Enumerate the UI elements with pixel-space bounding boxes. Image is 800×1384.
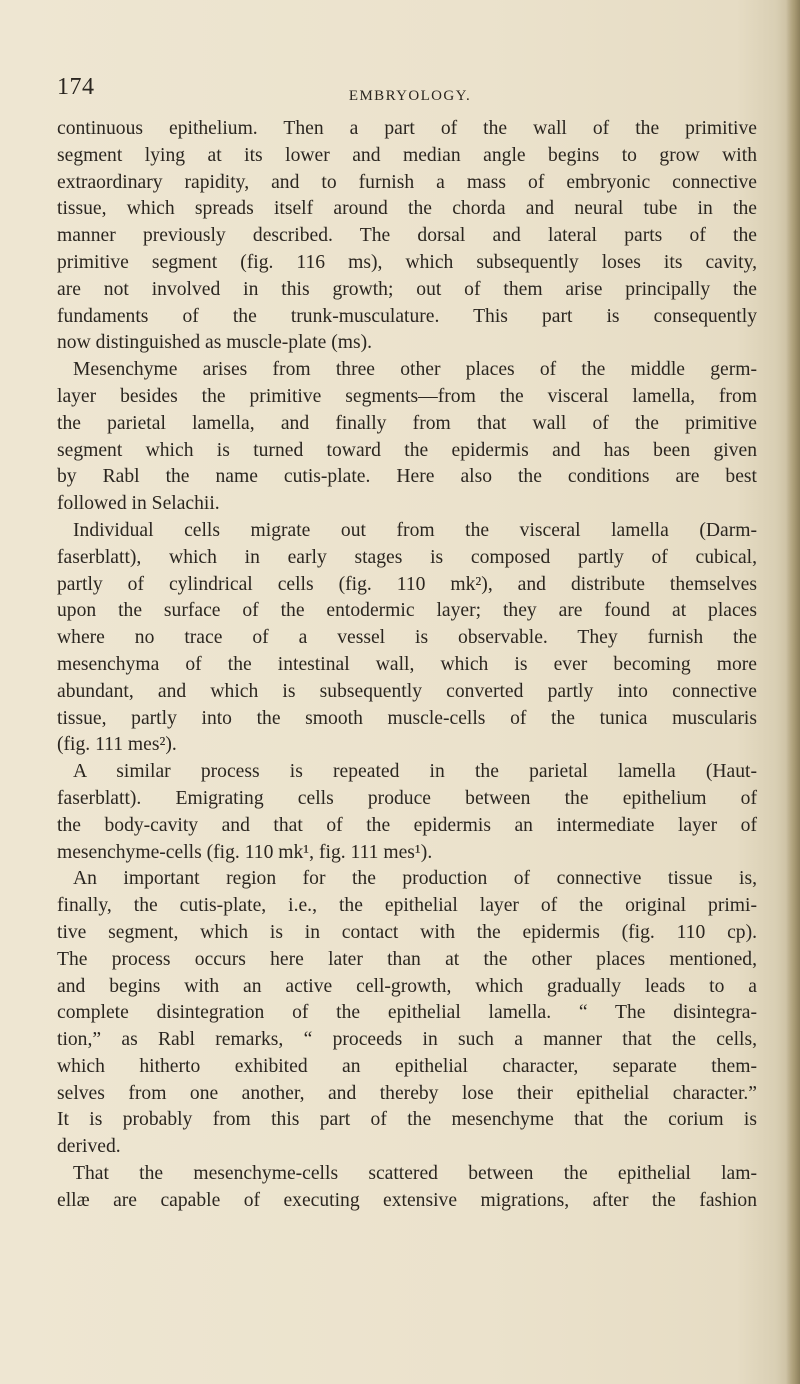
- body-text: [57, 116, 757, 1215]
- text-line: the body-cavity and that of the epidermis an intermediate layer of: [57, 814, 757, 836]
- running-title: EMBRYOLOGY.: [348, 88, 472, 104]
- text-line: manner previously described. The dorsal and lateral parts of the: [57, 225, 757, 247]
- text-line: layer besides the primitive segments—from the visceral lamella, from: [57, 385, 757, 407]
- text-line: faserblatt), which in early stages is composed partly of cubical,: [57, 546, 757, 568]
- text-line: partly of cylindrical cells (fig. 110 mk²), and distribute themselves: [57, 573, 757, 595]
- text-line: tion,” as Rabl remarks, “ proceeds in such a manner that the cells,: [57, 1029, 757, 1051]
- text-line: selves from one another, and thereby lose their epithelial character.”: [57, 1082, 757, 1104]
- paragraph-start-line: Individual cells migrate out from the visceral lamella (Darm-: [73, 519, 757, 541]
- paragraph-start-line: An important region for the production of connective tissue is,: [73, 868, 757, 890]
- page-edge-shadow: [786, 0, 800, 1384]
- text-line: segment lying at its lower and median angle begins to grow with: [57, 144, 757, 166]
- text-line: which hitherto exhibited an epithelial character, separate them-: [57, 1055, 757, 1077]
- text-line: primitive segment (fig. 116 ms), which subsequently loses its cavity,: [57, 251, 757, 273]
- text-line: finally, the cutis-plate, i.e., the epithelial layer of the original primi-: [57, 895, 757, 917]
- text-line: where no trace of a vessel is observable. They furnish the: [57, 627, 757, 649]
- text-line: It is probably from this part of the mesenchyme that the corium is: [57, 1109, 757, 1131]
- paragraph-start-line: A similar process is repeated in the parietal lamella (Haut-: [73, 761, 757, 783]
- text-line: continuous epithelium. Then a part of the wall of the primitive: [57, 118, 757, 139]
- text-line: tissue, partly into the smooth muscle-cells of the tunica muscularis: [57, 707, 757, 729]
- text-line: extraordinary rapidity, and to furnish a mass of embryonic connective: [57, 171, 757, 193]
- text-line: tive segment, which is in contact with the epidermis (fig. 110 cp).: [57, 921, 757, 943]
- text-line: and begins with an active cell-growth, which gradually leads to a: [57, 975, 757, 997]
- text-line: mesenchyma of the intestinal wall, which is ever becoming more: [57, 653, 757, 675]
- text-line: The process occurs here later than at the other places mentioned,: [57, 948, 757, 970]
- paragraph-end-line: now distinguished as muscle-plate (ms).: [57, 332, 373, 354]
- text-line: ellæ are capable of executing extensive migrations, after the fashion: [57, 1189, 757, 1211]
- text-line: fundaments of the trunk-musculature. This part is consequently: [57, 305, 757, 327]
- text-line: by Rabl the name cutis-plate. Here also the conditions are best: [57, 466, 757, 488]
- text-line: are not involved in this growth; out of them arise principally the: [57, 278, 757, 300]
- page-number: 174: [57, 74, 95, 100]
- text-line: abundant, and which is subsequently converted partly into connective: [57, 680, 757, 702]
- text-line: segment which is turned toward the epidermis and has been given: [57, 439, 757, 461]
- paragraph-start-line: That the mesenchyme-cells scattered between the epithelial lam-: [73, 1163, 757, 1185]
- text-line: the parietal lamella, and finally from that wall of the primitive: [57, 412, 757, 434]
- paragraph-end-line: derived.: [57, 1136, 121, 1158]
- text-line: tissue, which spreads itself around the chorda and neural tube in the: [57, 198, 757, 220]
- paragraph-end-line: followed in Selachii.: [57, 493, 220, 515]
- text-line: faserblatt). Emigrating cells produce between the epithelium of: [57, 787, 757, 809]
- paragraph-end-line: mesenchyme-cells (fig. 110 mk¹, fig. 111 mes¹).: [57, 841, 433, 863]
- text-line: upon the surface of the entodermic layer; they are found at places: [57, 600, 757, 622]
- paragraph-start-line: Mesenchyme arises from three other places of the middle germ-: [73, 359, 757, 381]
- text-line: complete disintegration of the epithelial lamella. “ The disintegra-: [57, 1002, 757, 1024]
- paragraph-end-line: (fig. 111 mes²).: [57, 734, 177, 756]
